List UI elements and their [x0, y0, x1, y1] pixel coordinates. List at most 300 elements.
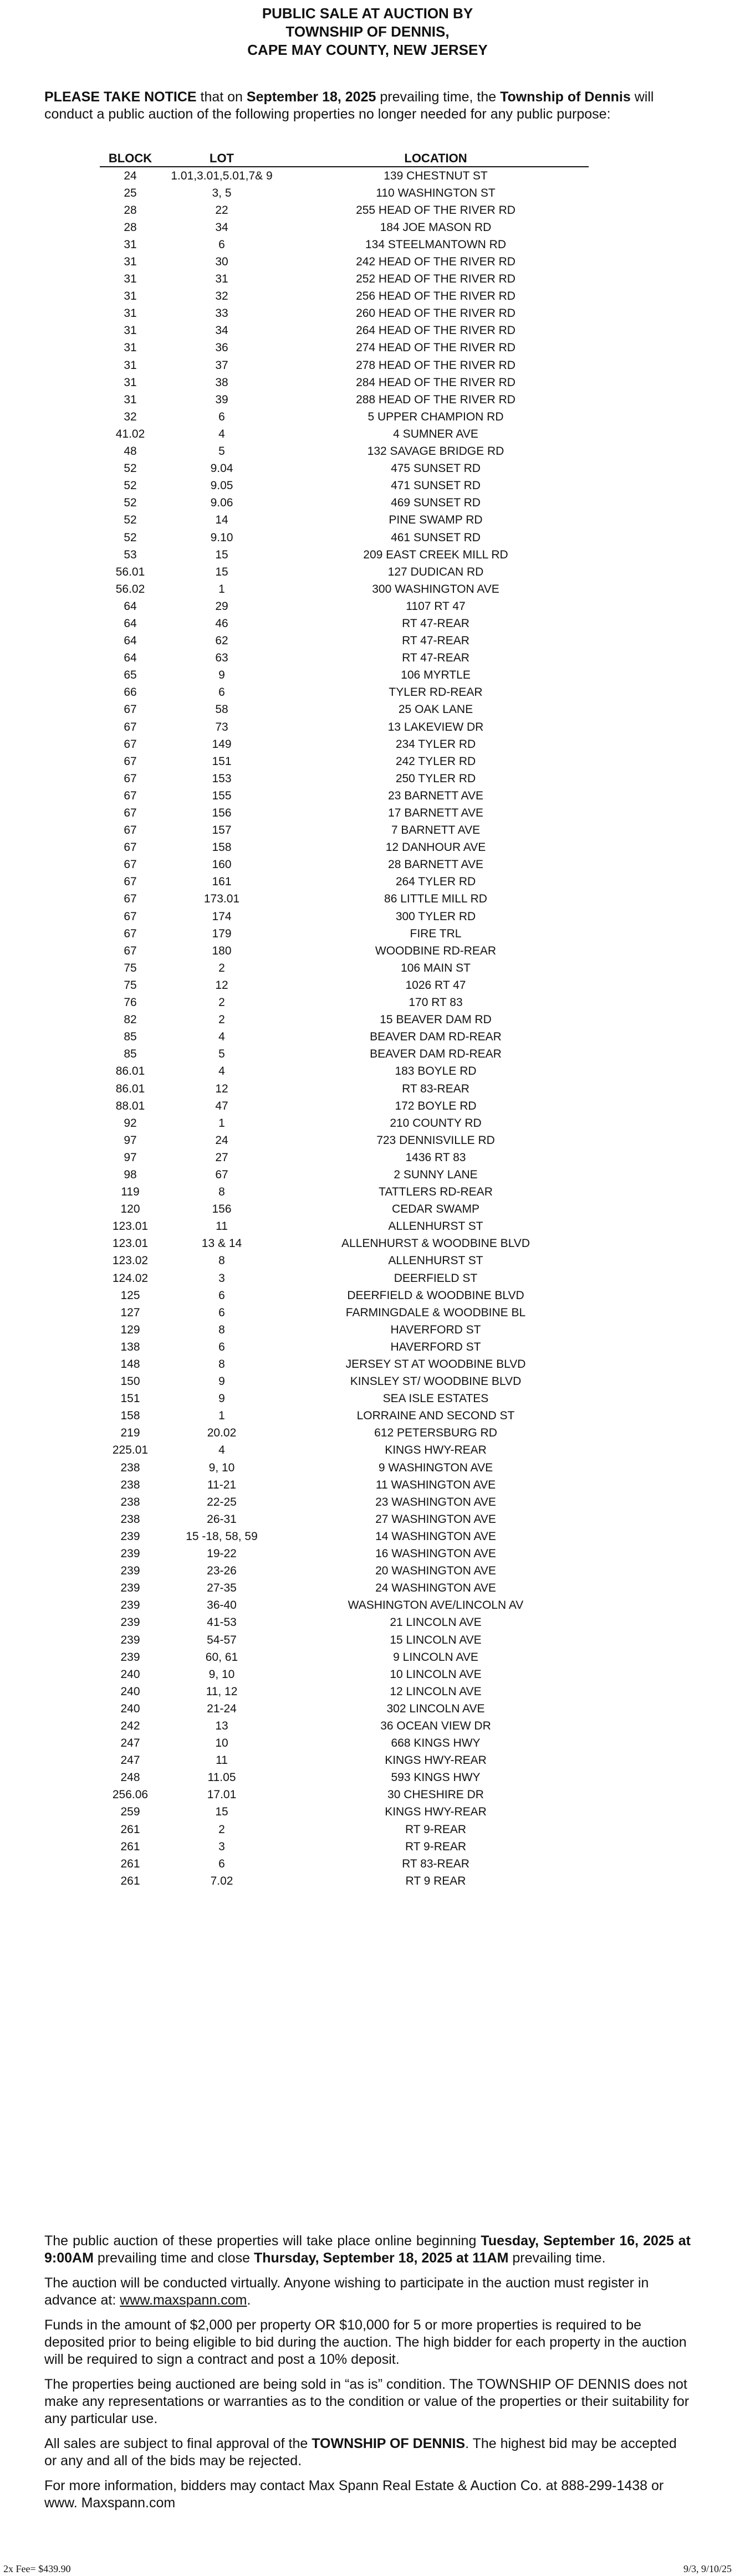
table-row [100, 1683, 589, 1700]
schedule-text-1: The public auction of these properties will take place online beginning [44, 2233, 481, 2249]
cell-location: RT 83-REAR [402, 1857, 469, 1870]
cell-lot: 156 [212, 1203, 232, 1216]
cell-lot: 1 [218, 582, 225, 596]
cell-block: 75 [124, 961, 137, 974]
table-row [100, 1717, 589, 1735]
cell-location: 278 HEAD OF THE RIVER RD [356, 358, 515, 372]
cell-location: 11 WASHINGTON AVE [375, 1478, 496, 1491]
cell-lot: 41-53 [207, 1616, 237, 1629]
auction-close-date: Thursday, September 18, 2025 at 11AM [253, 2250, 509, 2266]
cell-lot: 15 -18, 58, 59 [186, 1530, 258, 1543]
table-row [100, 1338, 589, 1356]
table-row [100, 495, 589, 512]
table-row [100, 701, 589, 719]
cell-location: 21 LINCOLN AVE [390, 1616, 482, 1629]
table-row [100, 1235, 589, 1253]
table-row [100, 546, 589, 563]
cell-location: 288 HEAD OF THE RIVER RD [356, 393, 515, 406]
table-row [100, 1201, 589, 1218]
cell-lot: 32 [215, 290, 228, 303]
cell-location: 668 KINGS HWY [391, 1737, 481, 1750]
cell-block: 125 [120, 1289, 140, 1302]
cell-lot: 151 [212, 755, 232, 768]
table-row [100, 425, 589, 443]
cell-location: 13 LAKEVIEW DR [387, 720, 484, 733]
table-row [100, 374, 589, 391]
cell-location: 300 TYLER RD [395, 910, 476, 923]
cell-lot: 161 [212, 875, 232, 889]
cell-block: 67 [124, 892, 137, 906]
cell-block: 248 [120, 1771, 140, 1784]
cell-lot: 156 [212, 807, 232, 820]
cell-lot: 1.01,3.01,5.01,7& 9 [171, 169, 273, 182]
cell-block: 28 [124, 203, 137, 217]
cell-location: SEA ISLE ESTATES [382, 1392, 489, 1405]
cell-lot: 24 [215, 1133, 228, 1147]
cell-lot: 12 [215, 978, 228, 992]
table-row [100, 1804, 589, 1821]
table-row [100, 1390, 589, 1408]
cell-block: 148 [120, 1358, 140, 1371]
cell-block: 67 [124, 824, 137, 837]
cell-block: 67 [124, 789, 137, 802]
notice-terms [44, 2233, 691, 2519]
cell-location: 1107 RT 47 [406, 599, 466, 613]
cell-block: 239 [120, 1582, 140, 1595]
cell-lot: 153 [212, 772, 232, 785]
cell-block: 239 [120, 1599, 140, 1612]
cell-location: 15 LINCOLN AVE [390, 1633, 482, 1646]
approval-paragraph [44, 2435, 691, 2470]
table-row [100, 1528, 589, 1545]
cell-block: 67 [124, 737, 137, 751]
cell-block: 88.01 [115, 1099, 145, 1112]
cell-lot: 9, 10 [208, 1461, 235, 1474]
cell-location: 14 WASHINGTON AVE [375, 1530, 496, 1543]
notice-text-3: will conduct a public auction of the following properties no longer needed for any public purpose: [44, 89, 654, 122]
cell-block: 66 [124, 686, 137, 699]
cell-block: 259 [120, 1805, 140, 1819]
cell-lot: 22 [215, 203, 228, 217]
cell-location: 20 WASHINGTON AVE [375, 1564, 496, 1578]
cell-block: 75 [124, 978, 137, 992]
cell-lot: 17.01 [207, 1788, 237, 1802]
cell-lot: 9 [218, 1392, 225, 1405]
cell-location: 255 HEAD OF THE RIVER RD [356, 203, 515, 217]
table-row [100, 891, 589, 908]
cell-block: 56.02 [115, 582, 145, 596]
cell-location: 27 WASHINGTON AVE [375, 1512, 496, 1526]
cell-block: 261 [120, 1823, 140, 1836]
cell-block: 67 [124, 807, 137, 820]
cell-lot: 157 [212, 824, 232, 837]
notice-date: September 18, 2025 [246, 89, 376, 105]
cell-lot: 23-26 [207, 1564, 237, 1578]
cell-lot: 37 [215, 358, 228, 372]
table-row [100, 1097, 589, 1115]
cell-block: 238 [120, 1512, 140, 1526]
table-row [100, 977, 589, 994]
cell-location: 139 CHESTNUT ST [384, 169, 488, 182]
cell-location: ALLENHURST ST [388, 1220, 483, 1233]
cell-location: 9 LINCOLN AVE [393, 1650, 478, 1664]
cell-location: 24 WASHINGTON AVE [375, 1582, 496, 1595]
cell-block: 48 [124, 445, 137, 458]
cell-block: 31 [124, 376, 137, 389]
cell-lot: 6 [218, 1857, 225, 1870]
table-row [100, 1132, 589, 1149]
cell-lot: 2 [218, 1823, 225, 1836]
cell-location: 12 LINCOLN AVE [390, 1685, 482, 1698]
cell-block: 67 [124, 772, 137, 785]
table-row [100, 1649, 589, 1666]
cell-lot: 36-40 [207, 1599, 237, 1612]
table-row [100, 271, 589, 288]
table-row [100, 1666, 589, 1683]
cell-block: 240 [120, 1685, 140, 1698]
cell-block: 239 [120, 1564, 140, 1578]
cell-lot: 26-31 [207, 1512, 237, 1526]
cell-block: 67 [124, 841, 137, 854]
cell-lot: 2 [218, 1013, 225, 1027]
cell-block: 52 [124, 479, 137, 492]
cell-lot: 62 [215, 634, 228, 648]
table-row [100, 1046, 589, 1063]
as-is-paragraph: The properties being auctioned are being sold in “as is” condition. The TOWNSHIP OF DENNIS does not make any representations or warranties as to the condition or value of the properties or their suitability for any particular use. [44, 2377, 690, 2426]
table-row [100, 1063, 589, 1080]
cell-lot: 47 [215, 1099, 228, 1112]
cell-location: 5 UPPER CHAMPION RD [368, 410, 504, 423]
cell-block: 127 [120, 1306, 140, 1319]
table-row [100, 1494, 589, 1511]
cell-block: 239 [120, 1530, 140, 1543]
table-row [100, 1253, 589, 1270]
publication-fee: 2x Fee= $439.90 [3, 2563, 71, 2574]
cell-block: 158 [120, 1409, 140, 1423]
table-row [100, 1304, 589, 1321]
table-row [100, 1115, 589, 1132]
cell-lot: 9.10 [210, 531, 233, 544]
cell-block: 239 [120, 1616, 140, 1629]
cell-block: 24 [124, 169, 137, 182]
cell-block: 247 [120, 1754, 140, 1767]
cell-lot: 54-57 [207, 1633, 237, 1646]
cell-location: 25 OAK LANE [398, 703, 473, 716]
cell-block: 151 [120, 1392, 140, 1405]
header-township: TOWNSHIP OF DENNIS, [285, 23, 450, 40]
cell-block: 67 [124, 720, 137, 733]
cell-location: FARMINGDALE & WOODBINE BL [345, 1306, 526, 1319]
cell-block: 97 [124, 1133, 137, 1147]
table-row [100, 1700, 589, 1717]
cell-lot: 27-35 [207, 1582, 237, 1595]
cell-location: 461 SUNSET RD [391, 531, 481, 544]
table-row [100, 1184, 589, 1201]
table-row [100, 1425, 589, 1442]
table-row [100, 529, 589, 546]
cell-block: 52 [124, 496, 137, 510]
cell-block: 261 [120, 1857, 140, 1870]
header-title: PUBLIC SALE AT AUCTION BY [262, 5, 473, 22]
cell-location: 723 DENNISVILLE RD [376, 1133, 495, 1147]
cell-location: 110 WASHINGTON ST [376, 186, 496, 199]
approval-township: TOWNSHIP OF DENNIS [312, 2436, 466, 2451]
cell-block: 64 [124, 617, 137, 630]
table-row [100, 804, 589, 822]
table-row [100, 925, 589, 942]
cell-location: ALLENHURST & WOODBINE BLVD [341, 1237, 530, 1250]
cell-lot: 3 [218, 1840, 225, 1853]
auction-start-date: Tuesday, September 16, 2025 at 9:00AM [44, 2233, 691, 2266]
cell-location: 9 WASHINGTON AVE [378, 1461, 493, 1474]
cell-block: 64 [124, 634, 137, 648]
cell-lot: 21-24 [207, 1702, 237, 1715]
cell-block: 92 [124, 1116, 137, 1130]
cell-location: 106 MAIN ST [400, 961, 471, 974]
table-row [100, 1270, 589, 1287]
cell-location: KINGS HWY-REAR [385, 1754, 487, 1767]
table-row [100, 460, 589, 478]
table-row [100, 650, 589, 667]
cell-location: 23 BARNETT AVE [388, 789, 483, 802]
cell-lot: 34 [215, 324, 228, 337]
property-table [100, 151, 589, 1890]
cell-location: 210 COUNTY RD [390, 1116, 482, 1130]
table-row [100, 581, 589, 598]
cell-location: RT 9-REAR [405, 1840, 467, 1853]
cell-block: 31 [124, 273, 137, 286]
cell-lot: 33 [215, 307, 228, 320]
cell-block: 76 [124, 996, 137, 1009]
cell-location: 469 SUNSET RD [391, 496, 481, 510]
table-row [100, 1563, 589, 1580]
cell-block: 67 [124, 858, 137, 871]
cell-lot: 60, 61 [205, 1650, 238, 1664]
cell-block: 219 [120, 1426, 140, 1440]
cell-location: 284 HEAD OF THE RIVER RD [356, 376, 515, 389]
cell-lot: 11, 12 [206, 1685, 238, 1698]
cell-block: 240 [120, 1702, 140, 1715]
cell-lot: 58 [215, 703, 228, 716]
column-header-lot: LOT [161, 151, 283, 167]
cell-block: 31 [124, 393, 137, 406]
table-row [100, 1580, 589, 1597]
cell-location: 12 DANHOUR AVE [385, 841, 486, 854]
table-header-row [100, 151, 589, 167]
table-row [100, 1459, 589, 1476]
table-row [100, 1872, 589, 1890]
cell-lot: 158 [212, 841, 232, 854]
cell-location: 86 LITTLE MILL RD [384, 892, 487, 906]
cell-location: 36 OCEAN VIEW DR [380, 1719, 491, 1732]
table-row [100, 1476, 589, 1494]
table-row [100, 1821, 589, 1838]
cell-location: 256 HEAD OF THE RIVER RD [356, 290, 515, 303]
cell-block: 123.02 [112, 1254, 149, 1268]
table-row [100, 633, 589, 650]
cell-block: 67 [124, 755, 137, 768]
cell-lot: 8 [218, 1254, 225, 1268]
cell-block: 67 [124, 875, 137, 889]
cell-lot: 8 [218, 1323, 225, 1336]
table-row [100, 305, 589, 322]
cell-lot: 11-21 [207, 1478, 237, 1491]
cell-block: 53 [124, 548, 137, 561]
cell-lot: 15 [215, 548, 228, 561]
table-row [100, 202, 589, 219]
table-row [100, 994, 589, 1012]
cell-location: HAVERFORD ST [390, 1340, 481, 1353]
table-row [100, 236, 589, 253]
cell-lot: 8 [218, 1186, 225, 1199]
cell-location: RT 9 REAR [405, 1874, 466, 1887]
cell-location: 260 HEAD OF THE RIVER RD [356, 307, 515, 320]
cell-location: 1026 RT 47 [405, 978, 466, 992]
cell-lot: 9.04 [210, 462, 233, 475]
cell-location: 7 BARNETT AVE [391, 824, 481, 837]
column-header-location: LOCATION [283, 151, 589, 167]
table-row [100, 822, 589, 839]
cell-location: KINGS HWY-REAR [385, 1444, 487, 1457]
notice-township: Township of Dennis [500, 89, 631, 105]
table-row [100, 563, 589, 581]
registration-link[interactable]: www.maxspann.com [120, 2292, 247, 2308]
cell-lot: 6 [218, 1289, 225, 1302]
cell-location: 16 WASHINGTON AVE [375, 1547, 496, 1561]
table-row [100, 512, 589, 529]
cell-block: 239 [120, 1650, 140, 1664]
schedule-text-2: prevailing time and close [93, 2250, 254, 2266]
cell-block: 247 [120, 1737, 140, 1750]
cell-block: 261 [120, 1840, 140, 1853]
cell-lot: 19-22 [207, 1547, 237, 1561]
cell-lot: 9, 10 [208, 1667, 235, 1681]
cell-location: BEAVER DAM RD-REAR [370, 1030, 502, 1044]
registration-text: The auction will be conducted virtually. Anyone wishing to participate in the auction must register in advance at: [44, 2275, 649, 2308]
table-row [100, 1442, 589, 1459]
cell-block: 31 [124, 290, 137, 303]
cell-block: 85 [124, 1048, 137, 1061]
table-row [100, 719, 589, 736]
cell-lot: 73 [215, 720, 228, 733]
cell-lot: 9 [218, 1375, 225, 1388]
cell-block: 239 [120, 1633, 140, 1646]
cell-block: 238 [120, 1461, 140, 1474]
cell-block: 86.01 [115, 1065, 145, 1078]
cell-location: 302 LINCOLN AVE [386, 1702, 485, 1715]
table-row [100, 391, 589, 408]
cell-lot: 11.05 [207, 1771, 236, 1784]
cell-block: 256.06 [112, 1788, 149, 1802]
column-header-block: BLOCK [100, 151, 161, 167]
notice-text-2: prevailing time, the [376, 89, 501, 105]
cell-lot: 29 [215, 599, 228, 613]
cell-block: 52 [124, 531, 137, 544]
cell-block: 120 [120, 1203, 140, 1216]
registration-paragraph [44, 2275, 691, 2309]
cell-lot: 160 [212, 858, 232, 871]
cell-lot: 13 & 14 [201, 1237, 242, 1250]
table-row [100, 942, 589, 959]
cell-location: 170 RT 83 [409, 996, 463, 1009]
contact-paragraph: For more information, bidders may contact Max Spann Real Estate & Auction Co. at 888-299-1438 or www. Maxspann.com [44, 2478, 664, 2511]
cell-location: BEAVER DAM RD-REAR [370, 1048, 502, 1061]
cell-lot: 2 [218, 961, 225, 974]
table-row [100, 615, 589, 632]
property-rows [100, 167, 589, 1890]
table-row [100, 908, 589, 925]
cell-lot: 63 [215, 651, 228, 665]
cell-lot: 179 [212, 927, 232, 940]
notice-lead: PLEASE TAKE NOTICE [44, 89, 197, 105]
table-row [100, 288, 589, 305]
approval-text-1: All sales are subject to final approval of the [44, 2436, 312, 2451]
cell-lot: 2 [218, 996, 225, 1009]
table-row [100, 856, 589, 874]
cell-block: 31 [124, 238, 137, 251]
table-row [100, 340, 589, 357]
cell-location: 172 BOYLE RD [395, 1099, 477, 1112]
cell-lot: 11 [216, 1220, 228, 1233]
cell-lot: 6 [218, 238, 225, 251]
cell-block: 56.01 [115, 565, 145, 578]
table-row [100, 322, 589, 340]
table-row [100, 598, 589, 615]
cell-location: 28 BARNETT AVE [388, 858, 483, 871]
cell-location: RT 47-REAR [402, 651, 469, 665]
cell-lot: 9 [218, 669, 225, 682]
registration-period: . [247, 2292, 251, 2308]
cell-location: TYLER RD-REAR [389, 686, 483, 699]
cell-lot: 1 [218, 1409, 225, 1423]
cell-lot: 13 [215, 1719, 228, 1732]
cell-lot: 9.05 [210, 479, 233, 492]
deposit-paragraph: Funds in the amount of $2,000 per property OR $10,000 for 5 or more properties is required to be deposited prior to being eligible to bid during the auction. The high bidder for each property in the auction will be required to sign a contract and post a 10% deposit. [44, 2317, 687, 2367]
cell-block: 64 [124, 651, 137, 665]
cell-location: 127 DUDICAN RD [387, 565, 484, 578]
cell-block: 124.02 [112, 1271, 149, 1285]
table-row [100, 184, 589, 202]
table-row [100, 1321, 589, 1338]
table-row [100, 1218, 589, 1235]
cell-lot: 3 [218, 1271, 225, 1285]
cell-block: 67 [124, 944, 137, 957]
cell-location: FIRE TRL [410, 927, 462, 940]
cell-location: TATTLERS RD-REAR [379, 1186, 493, 1199]
publication-dates: 9/3, 9/10/25 [683, 2563, 732, 2574]
cell-block: 28 [124, 220, 137, 234]
cell-location: 593 KINGS HWY [391, 1771, 481, 1784]
cell-location: 471 SUNSET RD [391, 479, 481, 492]
cell-lot: 155 [212, 789, 232, 802]
cell-lot: 38 [215, 376, 228, 389]
table-row [100, 1752, 589, 1769]
cell-location: CEDAR SWAMP [392, 1203, 479, 1216]
cell-location: DEERFIELD & WOODBINE BLVD [347, 1289, 524, 1302]
cell-lot: 173.01 [203, 892, 240, 906]
cell-block: 67 [124, 910, 137, 923]
cell-lot: 4 [218, 427, 225, 440]
cell-block: 261 [120, 1874, 140, 1887]
cell-lot: 22-25 [207, 1495, 237, 1508]
table-row [100, 443, 589, 460]
cell-block: 86.01 [115, 1082, 145, 1095]
table-row [100, 1838, 589, 1855]
cell-location: 250 TYLER RD [395, 772, 476, 785]
header-county: CAPE MAY COUNTY, NEW JERSEY [247, 42, 488, 58]
cell-lot: 9.06 [210, 496, 233, 510]
cell-lot: 34 [215, 220, 228, 234]
